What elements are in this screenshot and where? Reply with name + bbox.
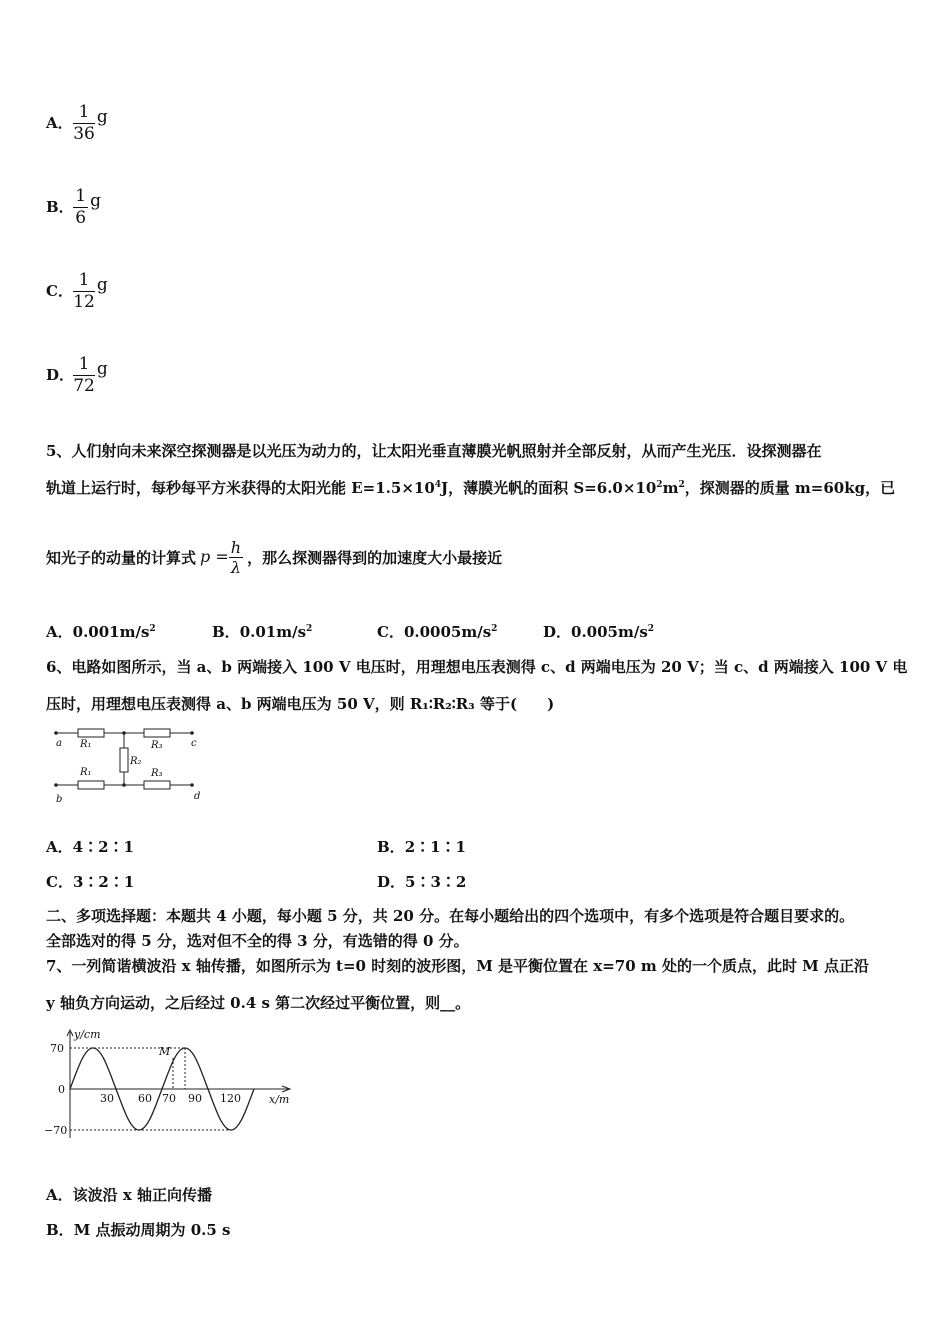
terminal-d: d: [194, 791, 201, 802]
momentum-formula: p = $\frac{h}{\lambda}$: [200, 538, 242, 577]
y-tick-70: 70: [50, 1042, 64, 1055]
q5-option-d[interactable]: D．$0.005m/s^2$: [543, 623, 655, 641]
section-2-instructions: 全部选对的得 5 分，选对但不全的得 3 分，有选错的得 0 分。: [46, 932, 469, 950]
option-letter: B．: [46, 197, 74, 216]
unit: g: [96, 106, 108, 127]
option-letter: A．: [46, 113, 73, 132]
resistor-r1-top: R₁: [80, 739, 92, 750]
section-2-heading: 二、多项选择题：本题共 4 小题，每小题 5 分，共 20 分。在每小题给出的四个选项中，有多个选项是符合题目要求的。: [46, 907, 855, 925]
q6-option-a[interactable]: A．4∶2∶1: [46, 838, 134, 856]
q5-line-3: 知光子的动量的计算式 p = $\frac{h}{\lambda}$ ，那么探测器得到的加速度大小最接近: [46, 538, 503, 577]
y-axis-label: y/cm: [74, 1028, 101, 1041]
q5-line-1: 5、人们射向未来深空探测器是以光压为动力的，让太阳光垂直薄膜光帆照射并全部反射，从而产生光压．设探测器在: [46, 442, 822, 460]
x-tick-30: 30: [100, 1092, 114, 1105]
q5-option-b[interactable]: B．$0.01m/s^2$: [212, 623, 313, 641]
point-m-label: M: [159, 1045, 171, 1058]
q6-line-1: 6、电路如图所示，当 a、b 两端接入 100 V 电压时，用理想电压表测得 c、d 两端电压为 20 V；当 c、d 两端接入 100 V 电: [46, 658, 908, 676]
y-tick-0: 0: [58, 1083, 65, 1096]
fraction: $\frac{1}{36}$: [73, 102, 95, 144]
resistor-r3-bottom: R₃: [151, 768, 163, 779]
x-tick-120: 120: [220, 1092, 241, 1105]
circuit-diagram: [44, 724, 214, 808]
q4-option-a[interactable]: [46, 104, 108, 143]
q5-option-a[interactable]: A．$0.001m/s^2$: [46, 623, 156, 641]
x-axis-label: x/m: [269, 1093, 290, 1106]
resistor-r1-bottom: R₁: [80, 767, 92, 778]
wave-graph: [40, 1026, 296, 1144]
q7-option-a[interactable]: A．该波沿 x 轴正向传播: [46, 1186, 213, 1204]
resistor-r3-top: R₃: [151, 740, 163, 751]
unit: g: [90, 190, 101, 211]
q4-option-c[interactable]: [46, 272, 108, 311]
option-letter: D．: [46, 365, 75, 384]
q5-line-2: 轨道上运行时，每秒每平方米获得的太阳光能 $E=1.5\times 10^4J$，薄膜光帆的面积 $S=6.0\times 10^2m^2$，探测器的质量 m=60kg，已: [46, 479, 896, 497]
terminal-c: c: [191, 738, 197, 749]
q6-option-d[interactable]: D．5∶3∶2: [377, 873, 467, 891]
fraction: $\frac{1}{12}$: [73, 270, 95, 312]
terminal-b: b: [56, 794, 63, 805]
q6-line-2: 压时，用理想电压表测得 a、b 两端电压为 50 V，则 R₁∶R₂∶R₃ 等于( ): [46, 695, 555, 713]
q6-option-c[interactable]: C．3∶2∶1: [46, 873, 135, 891]
y-tick-neg70: −70: [44, 1124, 68, 1137]
x-tick-70: 70: [162, 1092, 176, 1105]
q7-line-1: 7、一列简谐横波沿 x 轴传播，如图所示为 t=0 时刻的波形图，M 是平衡位置在 x=70 m 处的一个质点，此时 M 点正沿: [46, 957, 870, 975]
unit: g: [96, 274, 108, 295]
q6-option-b[interactable]: B．2∶1∶1: [377, 838, 466, 856]
fraction: $\frac{1}{6}$: [75, 186, 87, 228]
fraction: $\frac{1}{72}$: [73, 354, 95, 396]
q7-option-b[interactable]: B．M 点振动周期为 0.5 s: [46, 1221, 231, 1239]
x-tick-60: 60: [138, 1092, 152, 1105]
q5-option-c[interactable]: C．$0.0005m/s^2$: [377, 623, 498, 641]
q7-line-2: y 轴负方向运动，之后经过 0.4 s 第二次经过平衡位置，则__。: [46, 994, 471, 1012]
unit: g: [96, 358, 108, 379]
q4-option-b[interactable]: [46, 188, 101, 227]
option-letter: C．: [46, 281, 73, 300]
x-tick-90: 90: [188, 1092, 202, 1105]
terminal-a: a: [56, 738, 62, 749]
resistor-r2: R₂: [130, 756, 142, 767]
q4-option-d[interactable]: [46, 356, 108, 395]
